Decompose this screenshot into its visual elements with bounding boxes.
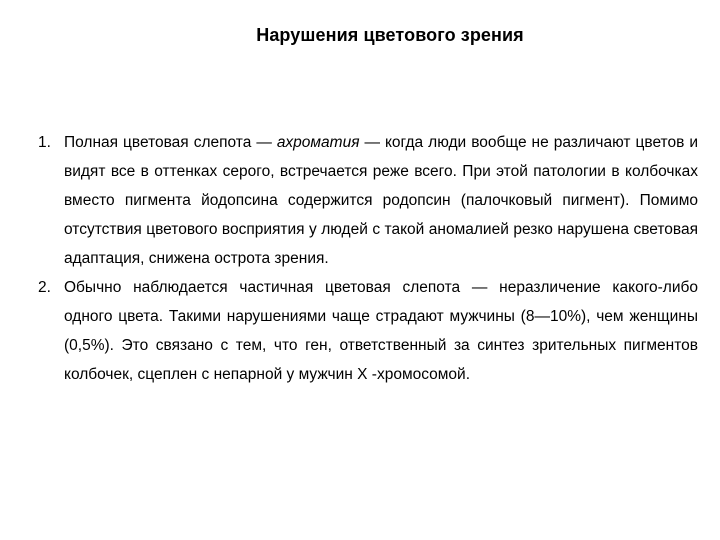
text-after-emphasis: — когда люди вообще не различают цветов и видят все в оттенках серого, встречается реже всего. При этой патологии в колбочках вместо пигмента йодопсина содержится родопсин (палочковый пигмент). Помимо отсутствия цветового восприятия у людей с такой аномалией резко нарушена световая адаптация, снижена острота зрения. (64, 134, 698, 267)
list-item-text (64, 134, 698, 267)
list-item-text: Обычно наблюдается частичная цветовая слепота — неразличение какого-либо одного цвета. Такими нарушениями чаще страдают мужчины (8—10%), чем женщины (0,5%). Это связано с тем, что ген, ответственный за синтез зрительных пигментов колбочек, сцеплен с непарной у мужчин Х -хромосомой. (64, 279, 698, 383)
list-item-number: 1. (38, 134, 51, 151)
text-before-emphasis: Полная цветовая слепота — (64, 134, 277, 151)
slide-title: Нарушения цветового зрения (256, 25, 524, 45)
list-item-number: 2. (38, 279, 51, 296)
list-item-achromatopsia (38, 128, 698, 273)
list-item-partial-color-blindness (38, 273, 698, 389)
numbered-list (38, 128, 698, 389)
emphasized-term: ахроматия (276, 134, 360, 151)
